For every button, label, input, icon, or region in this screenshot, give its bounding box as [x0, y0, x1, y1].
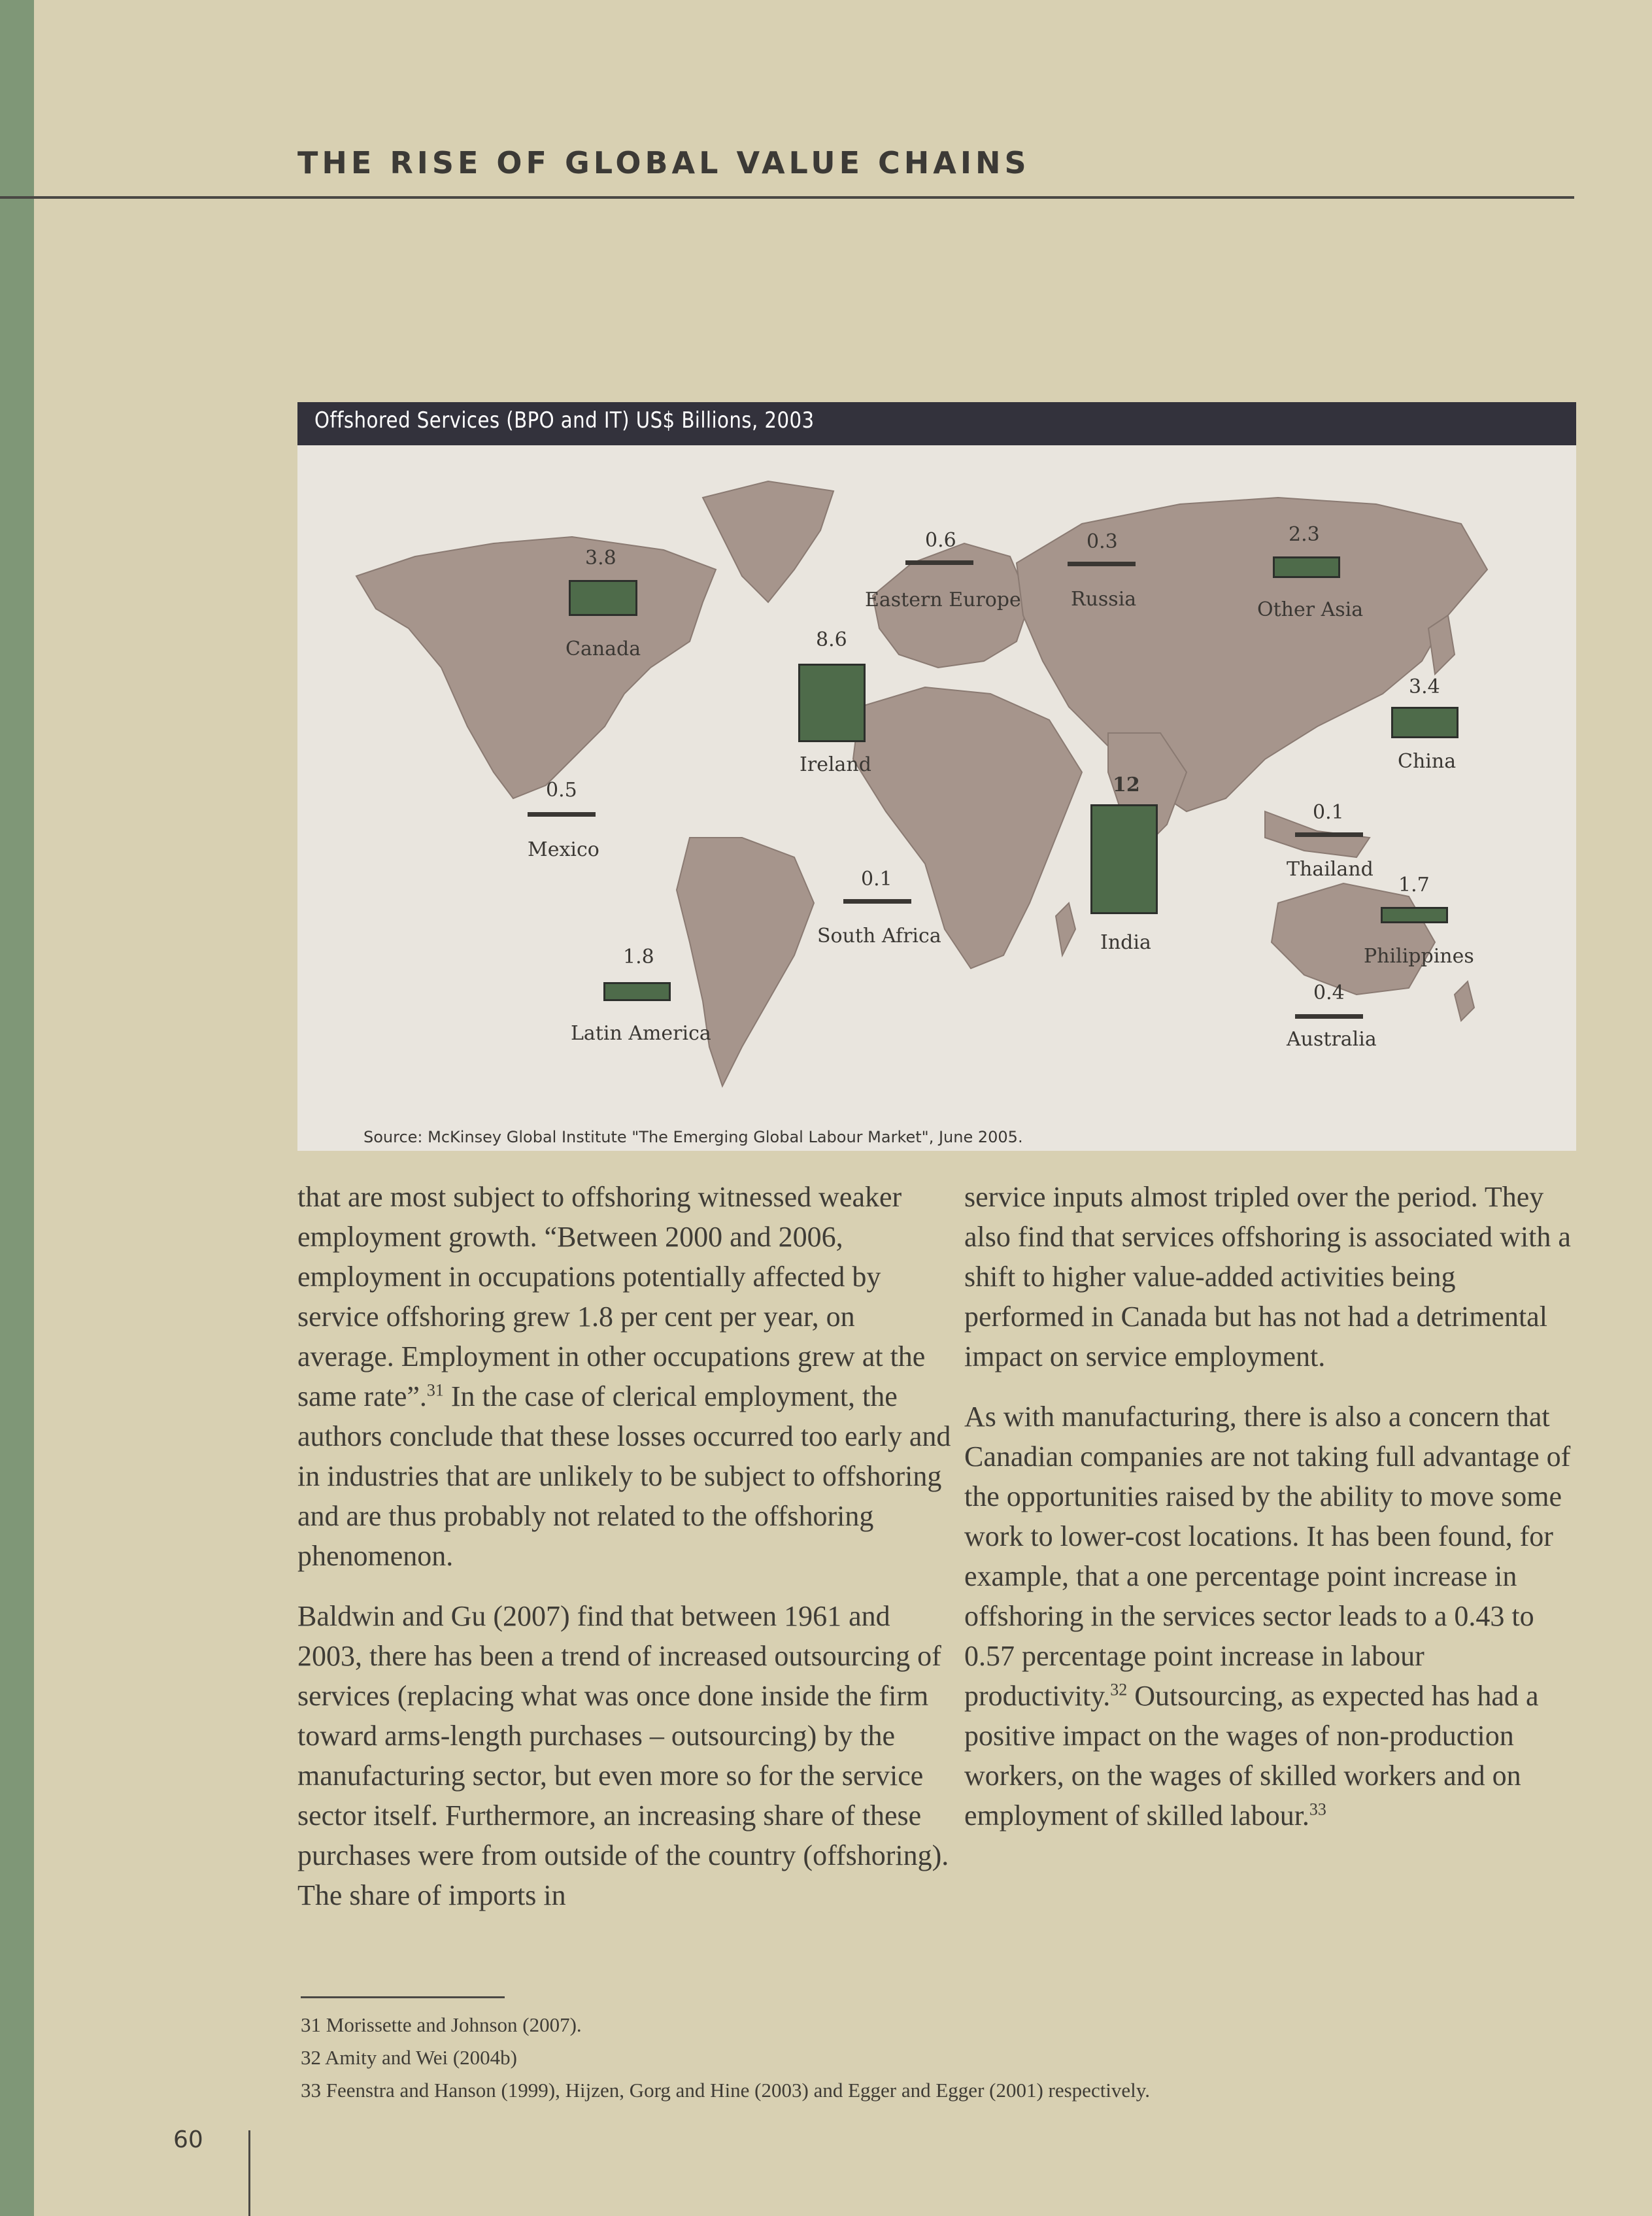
ireland-value: 8.6	[816, 628, 847, 651]
right-paragraph-2	[964, 1397, 1572, 1835]
canada-label: Canada	[565, 638, 641, 660]
page-edge-strip	[0, 0, 34, 2216]
eastern-europe-value: 0.6	[925, 529, 956, 552]
south-africa-value: 0.1	[861, 868, 892, 891]
latin-america-label: Latin America	[571, 1022, 711, 1045]
eastern-europe-bar	[905, 560, 973, 565]
left-paragraph-1-text: that are most subject to offshoring witnessed weaker employment growth. “Between 2000 and 2006, employment in occupations potentially affected by service offshoring grew 1.8 per cent per year, on average. Employment in other occupations grew at the same rate”.	[297, 1181, 926, 1412]
left-paragraph-2: Baldwin and Gu (2007) find that between 1961 and 2003, there has been a trend of increased outsourcing of services (replacing what was once done inside the firm toward arms-length purchases – outsourcing) by the manufacturing sector, but even more so for the service sector itself. Furthermore, an increasing share of these purchases were from outside of the country (offshoring). The share of imports in	[297, 1600, 949, 1911]
russia-bar	[1068, 562, 1136, 566]
philippines-value: 1.7	[1398, 874, 1430, 896]
australia-label: Australia	[1287, 1028, 1377, 1051]
footnotes	[301, 2009, 1281, 2107]
mexico-bar	[528, 812, 596, 817]
thailand-value: 0.1	[1313, 801, 1344, 824]
latin-america-value: 1.8	[623, 946, 654, 968]
south-africa-bar	[843, 899, 911, 904]
footnote-ref-32: 32	[1110, 1680, 1128, 1699]
china-value: 3.4	[1409, 675, 1440, 698]
left-paragraph-1	[297, 1177, 954, 1576]
philippines-bar	[1381, 907, 1448, 923]
india-bar	[1090, 804, 1158, 914]
canada-bar	[569, 580, 637, 616]
thailand-label: Thailand	[1287, 858, 1374, 881]
ireland-bar	[798, 664, 866, 742]
philippines-label: Philippines	[1364, 945, 1474, 968]
right-paragraph-2-text: As with manufacturing, there is also a concern that Canadian companies are not taking full advantage of the opportunities raised by the ability to move some work to lower-cost locations. It has been found, for example, that a one percentage point increase in offshoring in the services sector leads to a 0.43 to 0.57 percentage point increase in labour productivity.	[964, 1401, 1571, 1712]
australia-bar	[1295, 1014, 1363, 1019]
canada-value: 3.8	[585, 547, 616, 570]
other-asia-value: 2.3	[1289, 523, 1320, 546]
mexico-label: Mexico	[528, 838, 599, 861]
thailand-bar	[1295, 832, 1363, 837]
page-number-rule	[248, 2130, 250, 2216]
australia-value: 0.4	[1313, 981, 1345, 1004]
offshoring-map-figure	[297, 402, 1576, 1151]
russia-label: Russia	[1071, 588, 1137, 611]
south-africa-label: South Africa	[817, 925, 941, 947]
footnote-33: 33 Feenstra and Hanson (1999), Hijzen, Gorg and Hine (2003) and Egger and Egger (2001) respectively.	[301, 2079, 1151, 2102]
china-label: China	[1398, 750, 1457, 773]
figure-title-bar	[297, 402, 1576, 445]
footnote-ref-33: 33	[1309, 1799, 1326, 1819]
body-column-right	[964, 1177, 1572, 1856]
ireland-label: Ireland	[800, 753, 871, 776]
world-map	[297, 445, 1576, 1151]
eastern-europe-label: Eastern Europe	[865, 588, 1021, 611]
right-paragraph-1: service inputs almost tripled over the period. They also find that services offshoring is associated with a shift to higher value-added activities being performed in Canada but has not had a detrimental impact on service employment.	[964, 1181, 1571, 1372]
left-paragraph-1-tail: In the case of clerical employment, the authors conclude that these losses occurred too early and in industries that are unlikely to be subject to offshoring and are thus probably not related to the offshoring phenomenon.	[297, 1380, 951, 1572]
china-bar	[1391, 707, 1458, 738]
latin-america-bar	[603, 982, 671, 1001]
figure-title: Offshored Services (BPO and IT) US$ Billions, 2003	[314, 407, 815, 434]
russia-value: 0.3	[1087, 530, 1118, 553]
running-header: THE RISE OF GLOBAL VALUE CHAINS	[297, 145, 1030, 180]
other-asia-label: Other Asia	[1257, 598, 1364, 621]
other-asia-bar	[1273, 556, 1340, 578]
footnote-32: 32 Amity and Wei (2004b)	[301, 2046, 518, 2069]
footnote-ref-31: 31	[426, 1380, 444, 1400]
body-column-left	[297, 1177, 954, 1935]
india-value: 12	[1113, 774, 1140, 796]
india-label: India	[1100, 931, 1151, 954]
mexico-value: 0.5	[546, 779, 577, 802]
page-number: 60	[173, 2126, 203, 2153]
header-rule	[0, 196, 1574, 199]
footnote-rule	[301, 1996, 505, 1998]
footnote-31: 31 Morissette and Johnson (2007).	[301, 2013, 582, 2036]
right-paragraph-2-tail: Outsourcing, as expected has had a positive impact on the wages of non-production workers, on the wages of skilled workers and on employment of skilled labour.	[964, 1680, 1539, 1832]
figure-source: Source: McKinsey Global Institute "The Emerging Global Labour Market", June 2005.	[363, 1128, 1023, 1146]
